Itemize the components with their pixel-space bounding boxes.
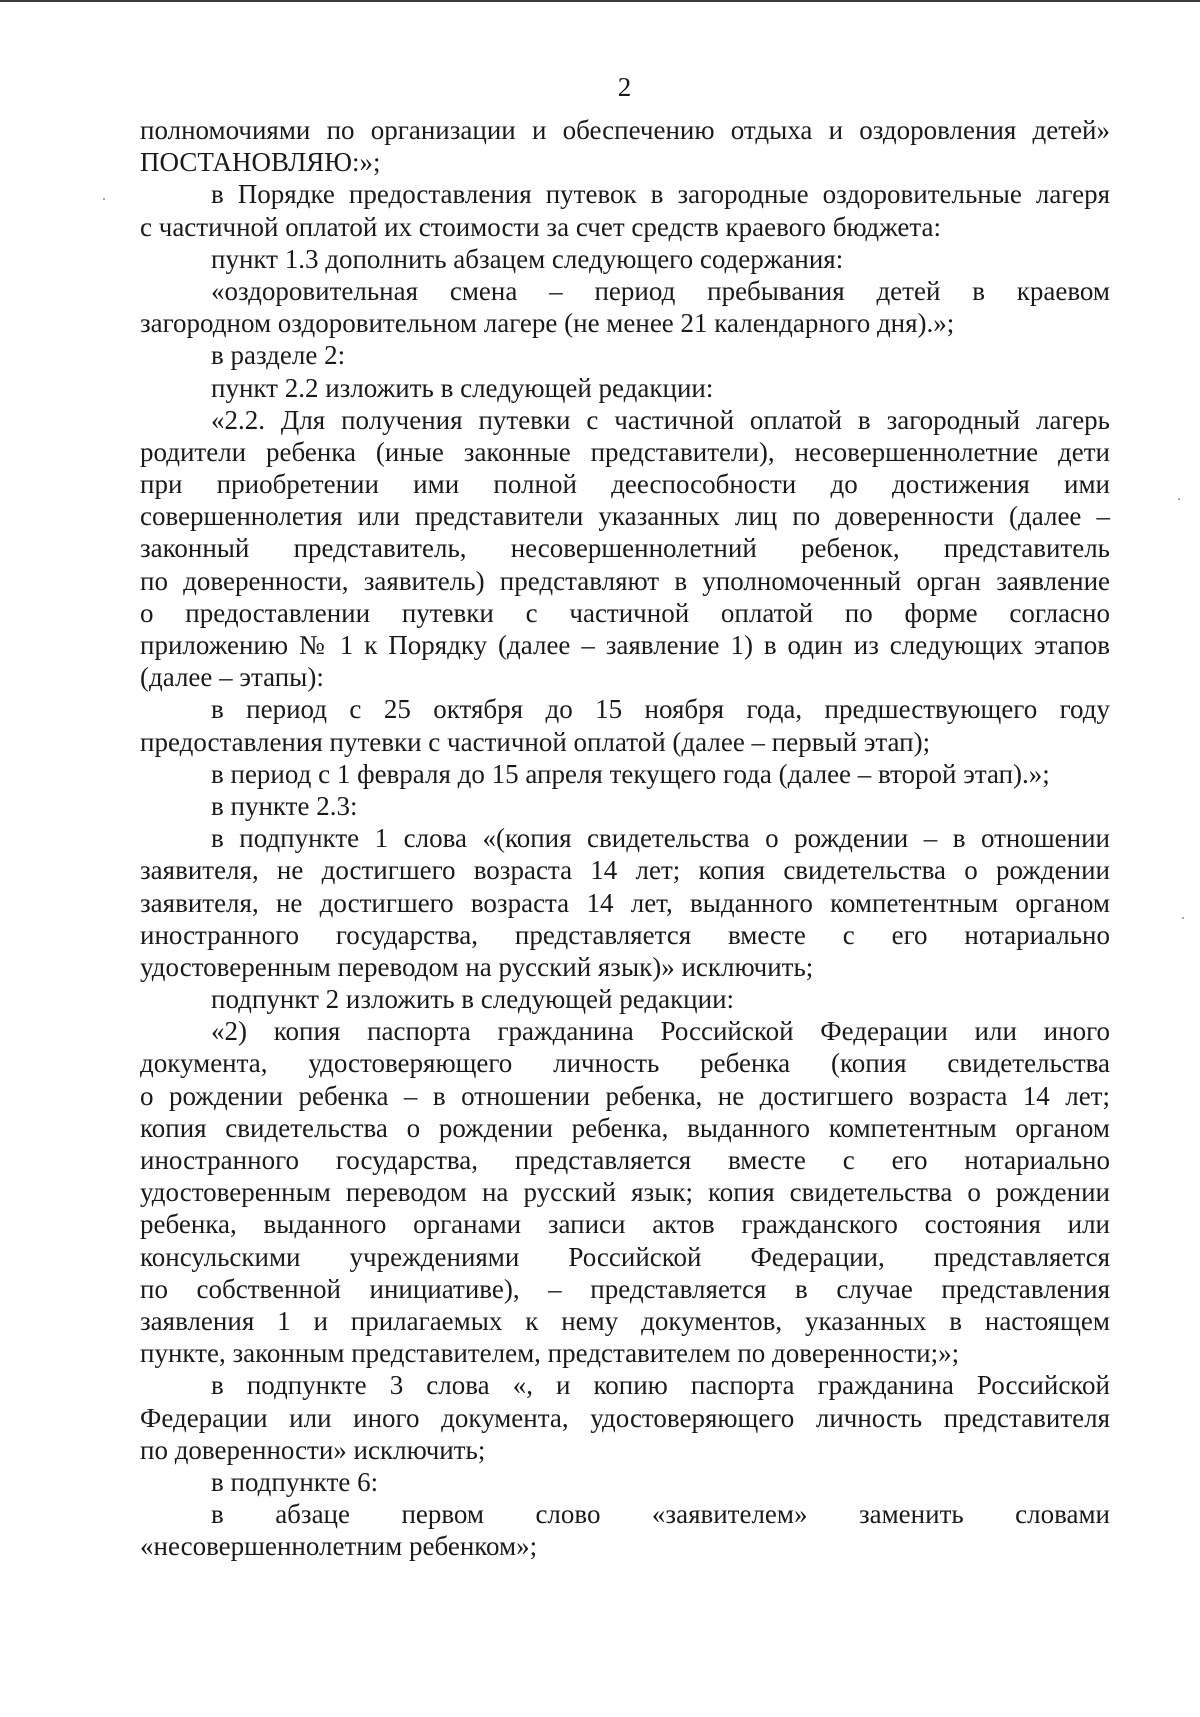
text-line: удостоверенным переводом на русский язык)» исключить; — [140, 951, 814, 982]
text-line: заявителя, не достигшего возраста 14 лет, выданного компетентным органом — [140, 887, 1110, 918]
text-line: пункт 2.2 изложить в следующей редакции: — [211, 372, 714, 403]
text-line: «2) копия паспорта гражданина Российской Федерации или иного — [211, 1016, 1110, 1047]
page-number: 2 — [617, 72, 632, 102]
text-line: в подпункте 6: — [211, 1466, 379, 1497]
text-line: копия свидетельства о рождении ребенка, выданного компетентным органом — [140, 1112, 1110, 1143]
text-line: заявления 1 и прилагаемых к нему документов, указанных в настоящем — [140, 1305, 1110, 1336]
text-line: родители ребенка (иные законные представители), несовершеннолетние дети — [140, 436, 1110, 467]
text-line: законный представитель, несовершеннолетний ребенок, представитель — [140, 533, 1110, 564]
text-line: (далее – этапы): — [140, 662, 324, 693]
text-line: в период с 25 октября до 15 ноября года, предшествующего году — [211, 694, 1110, 725]
text-line: заявителя, не достигшего возраста 14 лет; копия свидетельства о рождении — [140, 855, 1110, 886]
text-line: предоставления путевки с частичной оплатой (далее – первый этап); — [140, 726, 931, 757]
text-line: документа, удостоверяющего личность ребенка (копия свидетельства — [140, 1048, 1110, 1079]
text-line: ребенка, выданного органами записи актов гражданского состояния или — [140, 1209, 1110, 1240]
text-line: о рождении ребенка – в отношении ребенка, не достигшего возраста 14 лет; — [140, 1080, 1110, 1111]
text-line: консульскими учреждениями Российской Федерации, представляется — [140, 1241, 1110, 1272]
text-line: в Порядке предоставления путевок в загородные оздоровительные лагеря — [211, 179, 1110, 210]
text-line: в разделе 2: — [211, 340, 346, 371]
text-line: совершеннолетия или представители указанных лиц по доверенности (далее – — [140, 501, 1110, 532]
text-line: по собственной инициативе), – представляется в случае представления — [140, 1273, 1110, 1304]
text-line: «несовершеннолетним ребенком»; — [140, 1531, 538, 1562]
text-line: с частичной оплатой их стоимости за счет средств краевого бюджета: — [140, 211, 941, 242]
text-line: при приобретении ими полной дееспособности до достижения ими — [140, 469, 1110, 500]
text-line: в подпункте 1 слова «(копия свидетельства о рождении – в отношении — [211, 823, 1110, 854]
text-line: приложению № 1 к Порядку (далее – заявление 1) в один из следующих этапов — [140, 630, 1110, 660]
text-line: в абзаце первом слово «заявителем» заменить словами — [211, 1499, 1110, 1530]
text-line: иностранного государства, представляется вместе с его нотариально — [140, 919, 1110, 950]
text-line: «оздоровительная смена – период пребывания детей в краевом — [211, 275, 1110, 306]
text-line: ПОСТАНОВЛЯЮ:»; — [140, 147, 381, 178]
text-line: в пункте 2.3: — [211, 790, 358, 821]
text-line: в период с 1 февраля до 15 апреля текущего года (далее – второй этап).»; — [211, 758, 1050, 789]
text-line: подпункт 2 изложить в следующей редакции: — [211, 984, 735, 1015]
text-line: иностранного государства, представляется вместе с его нотариально — [140, 1145, 1110, 1175]
scan-speck — [1182, 917, 1184, 919]
text-line: пункте, законным представителем, представителем по доверенности;»; — [140, 1338, 960, 1369]
text-line: удостоверенным переводом на русский язык; копия свидетельства о рождении — [140, 1177, 1110, 1208]
text-line: загородном оздоровительном лагере (не менее 21 календарного дня).»; — [140, 308, 955, 339]
scan-speck — [1178, 498, 1180, 500]
scan-speck — [103, 198, 105, 200]
scan-top-edge — [0, 0, 1200, 2]
text-line: в подпункте 3 слова «, и копию паспорта гражданина Российской — [211, 1370, 1110, 1401]
document-body — [140, 114, 1110, 1562]
text-line: полномочиями по организации и обеспечению отдыха и оздоровления детей» — [140, 115, 1110, 145]
text-line: по доверенности» исключить; — [140, 1434, 486, 1465]
text-line: пункт 1.3 дополнить абзацем следующего содержания: — [211, 243, 844, 274]
text-line: «2.2. Для получения путевки с частичной оплатой в загородный лагерь — [211, 404, 1110, 435]
text-line: о предоставлении путевки с частичной оплатой по форме согласно — [140, 597, 1110, 628]
text-line: по доверенности, заявитель) представляют в уполномоченный орган заявление — [140, 565, 1110, 596]
text-line: Федерации или иного документа, удостоверяющего личность представителя — [140, 1402, 1110, 1433]
